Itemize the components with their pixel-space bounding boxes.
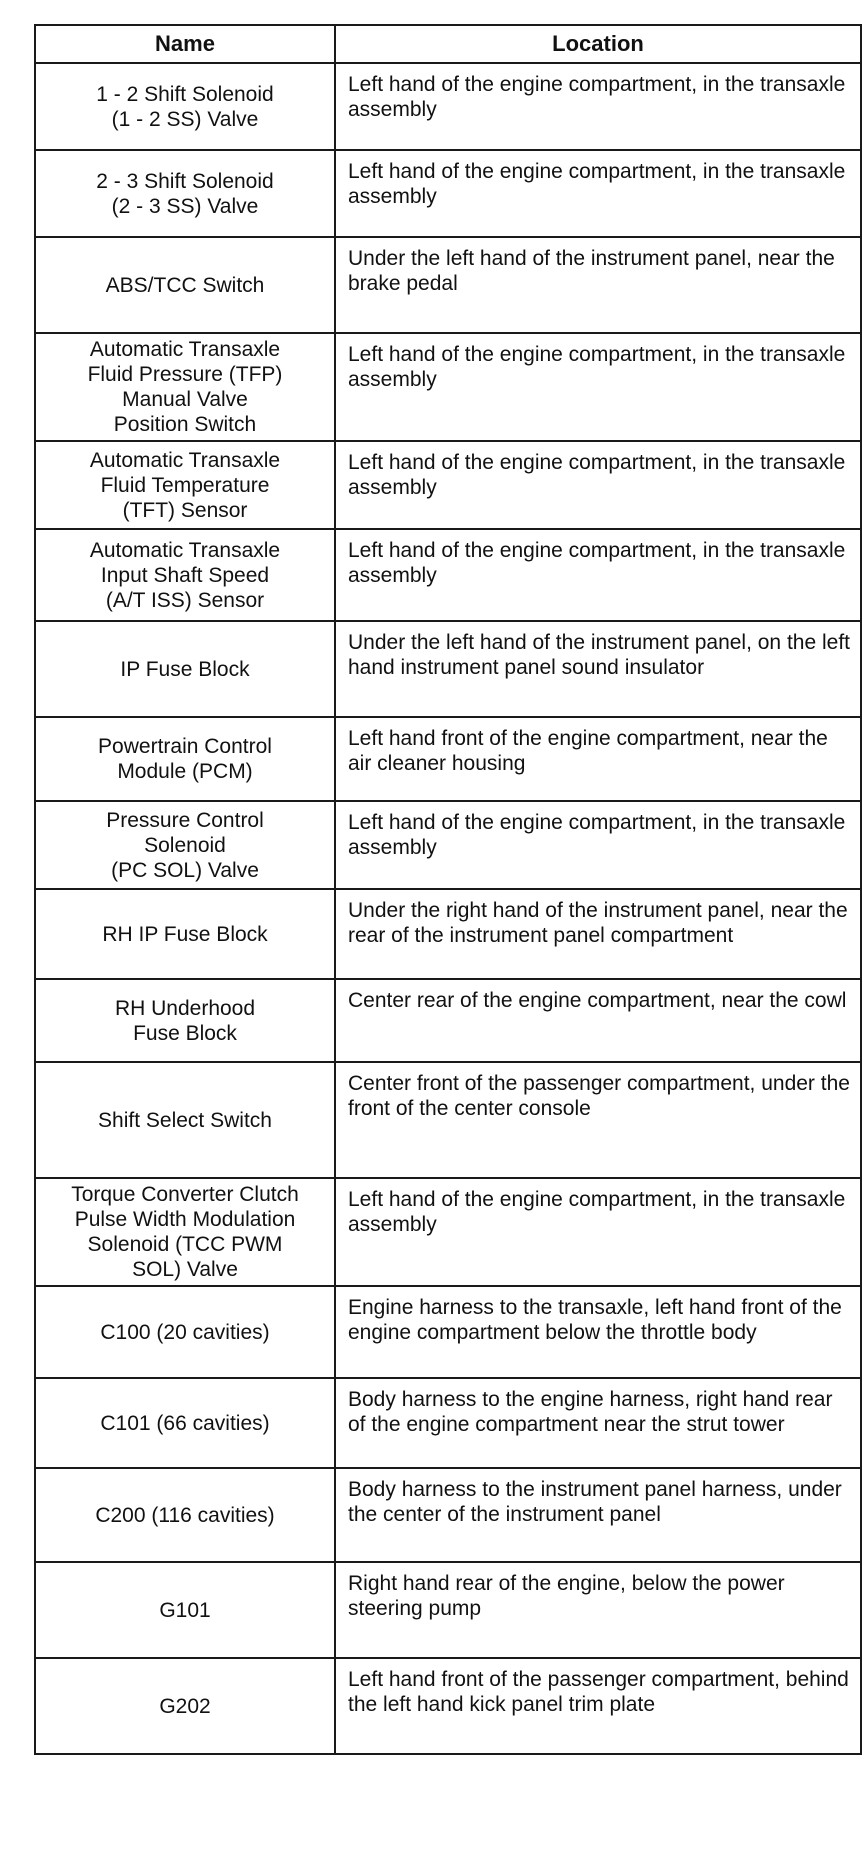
component-name: Powertrain Control Module (PCM) [35, 717, 335, 801]
component-location: Under the left hand of the instrument panel, on the left hand instrument panel sound insulator [335, 621, 861, 717]
table-row [35, 889, 861, 979]
component-location: Right hand rear of the engine, below the power steering pump [335, 1562, 861, 1658]
component-location: Left hand of the engine compartment, in the transaxle assembly [335, 441, 861, 529]
component-location: Left hand of the engine compartment, in the transaxle assembly [335, 801, 861, 889]
component-name: RH IP Fuse Block [35, 889, 335, 979]
component-location: Left hand of the engine compartment, in the transaxle assembly [335, 150, 861, 237]
component-location-table-page [34, 24, 860, 1755]
table-row [35, 717, 861, 801]
table-row [35, 63, 861, 150]
component-name: Torque Converter Clutch Pulse Width Modulation Solenoid (TCC PWM SOL) Valve [35, 1178, 335, 1286]
location-column-header: Location [335, 25, 861, 63]
component-name: G202 [35, 1658, 335, 1754]
table-row [35, 237, 861, 333]
component-location: Left hand of the engine compartment, in the transaxle assembly [335, 1178, 861, 1286]
table-row [35, 979, 861, 1062]
component-name: RH Underhood Fuse Block [35, 979, 335, 1062]
table-row [35, 1468, 861, 1562]
component-location: Body harness to the instrument panel harness, under the center of the instrument panel [335, 1468, 861, 1562]
component-name: Automatic Transaxle Input Shaft Speed (A/T ISS) Sensor [35, 529, 335, 621]
component-location: Engine harness to the transaxle, left hand front of the engine compartment below the throttle body [335, 1286, 861, 1378]
component-location: Left hand of the engine compartment, in the transaxle assembly [335, 333, 861, 441]
table-row [35, 333, 861, 441]
table-row [35, 1378, 861, 1468]
table-row [35, 1562, 861, 1658]
table-row [35, 1286, 861, 1378]
component-location: Under the left hand of the instrument panel, near the brake pedal [335, 237, 861, 333]
component-location: Left hand of the engine compartment, in the transaxle assembly [335, 63, 861, 150]
table-row [35, 529, 861, 621]
table-row [35, 441, 861, 529]
component-name: 1 - 2 Shift Solenoid (1 - 2 SS) Valve [35, 63, 335, 150]
component-name: G101 [35, 1562, 335, 1658]
table-row [35, 150, 861, 237]
component-location: Under the right hand of the instrument panel, near the rear of the instrument panel compartment [335, 889, 861, 979]
table-body [35, 63, 861, 1754]
table-row [35, 1062, 861, 1178]
component-name: C100 (20 cavities) [35, 1286, 335, 1378]
table-row [35, 801, 861, 889]
component-location: Body harness to the engine harness, right hand rear of the engine compartment near the strut tower [335, 1378, 861, 1468]
table-row [35, 1658, 861, 1754]
component-name: ABS/TCC Switch [35, 237, 335, 333]
component-name: Pressure Control Solenoid (PC SOL) Valve [35, 801, 335, 889]
component-location: Left hand front of the passenger compartment, behind the left hand kick panel trim plate [335, 1658, 861, 1754]
component-location: Center rear of the engine compartment, near the cowl [335, 979, 861, 1062]
table-row [35, 621, 861, 717]
component-location: Left hand of the engine compartment, in the transaxle assembly [335, 529, 861, 621]
component-name: IP Fuse Block [35, 621, 335, 717]
name-column-header: Name [35, 25, 335, 63]
component-name: 2 - 3 Shift Solenoid (2 - 3 SS) Valve [35, 150, 335, 237]
component-location-table [34, 24, 862, 1755]
component-location: Left hand front of the engine compartment, near the air cleaner housing [335, 717, 861, 801]
component-name: Automatic Transaxle Fluid Pressure (TFP) Manual Valve Position Switch [35, 333, 335, 441]
component-name: C200 (116 cavities) [35, 1468, 335, 1562]
header-row [35, 25, 861, 63]
component-name: C101 (66 cavities) [35, 1378, 335, 1468]
table-row [35, 1178, 861, 1286]
component-location: Center front of the passenger compartment, under the front of the center console [335, 1062, 861, 1178]
component-name: Automatic Transaxle Fluid Temperature (TFT) Sensor [35, 441, 335, 529]
component-name: Shift Select Switch [35, 1062, 335, 1178]
